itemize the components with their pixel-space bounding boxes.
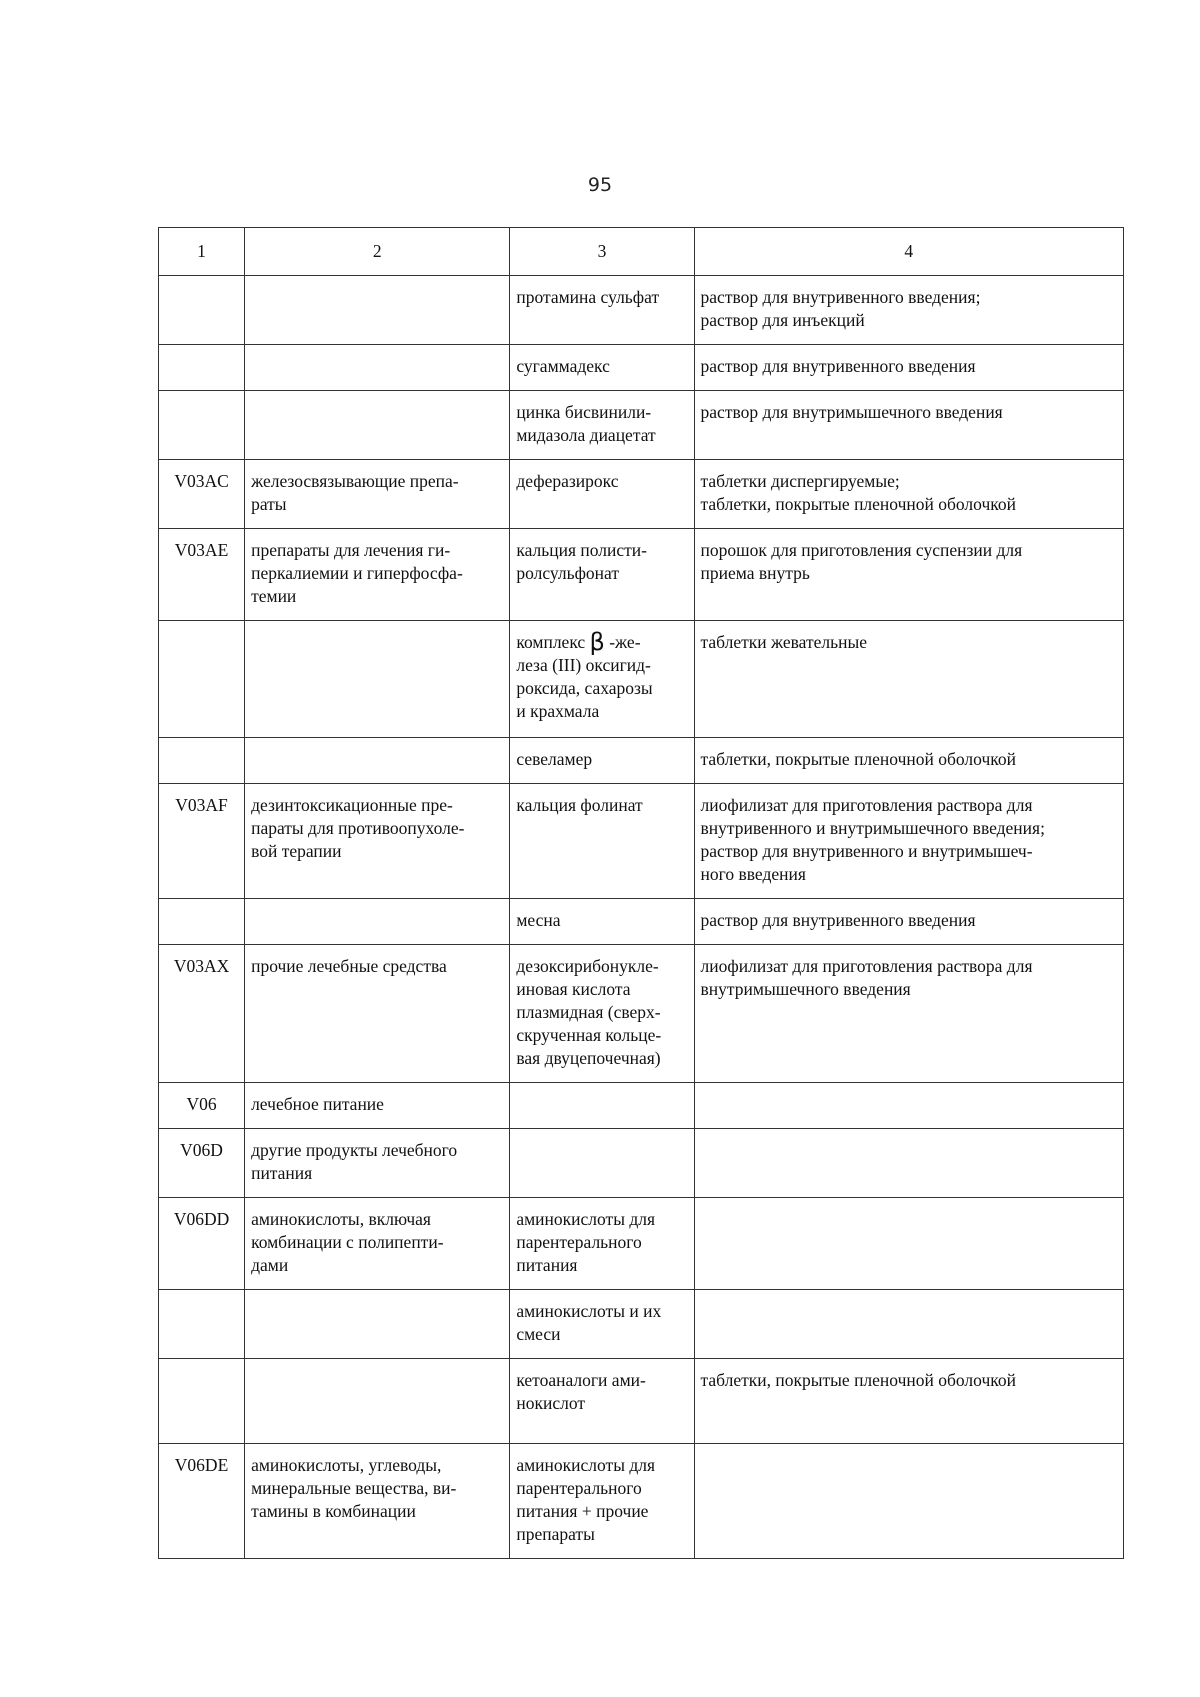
cell-line: питания [516, 1255, 578, 1275]
group-name-cell [245, 1444, 510, 1559]
cell-line: аминокислоты для [516, 1209, 656, 1229]
cell-line: кальция полисти- [516, 540, 647, 560]
cell-line: сугаммадекс [516, 356, 610, 376]
group-name-cell [245, 460, 510, 529]
table-row [159, 276, 1124, 345]
cell-line: дами [251, 1255, 289, 1275]
dosage-forms-cell [694, 1444, 1123, 1559]
cell-line [516, 628, 687, 656]
atc-code-cell: V06 [159, 1083, 245, 1129]
cell-line: таблетки, покрытые пленочной оболочкой [700, 494, 1016, 514]
substance-name-cell [510, 1198, 694, 1290]
substance-name-cell [510, 276, 694, 345]
dosage-forms-cell [694, 784, 1123, 899]
dosage-forms-cell [694, 899, 1123, 945]
cell-line: протамина сульфат [516, 287, 660, 307]
cell-line: парентерального [516, 1232, 642, 1252]
dosage-forms-cell [694, 391, 1123, 460]
substance-name-cell [510, 1444, 694, 1559]
substance-name-cell [510, 345, 694, 391]
cell-line: аминокислоты и их [516, 1301, 662, 1321]
cell-line: ного введения [700, 864, 806, 884]
cell-line: прочие лечебные средства [251, 956, 447, 976]
table-row [159, 529, 1124, 621]
table-header-row [159, 228, 1124, 276]
table-row [159, 1198, 1124, 1290]
group-name-cell [245, 1083, 510, 1129]
cell-line: нокислот [516, 1393, 585, 1413]
atc-code-cell: V03AE [159, 529, 245, 621]
cell-line: плазмидная (сверх- [516, 1002, 661, 1022]
group-name-cell [245, 899, 510, 945]
cell-line: кетоаналоги ами- [516, 1370, 646, 1390]
atc-code-cell [159, 899, 245, 945]
cell-line: аминокислоты для [516, 1455, 656, 1475]
cell-line: цинка бисвинили- [516, 402, 652, 422]
column-header-4: 4 [694, 228, 1123, 276]
table-row [159, 621, 1124, 738]
cell-line: раствор для внутривенного и внутримышеч- [700, 841, 1033, 861]
dosage-forms-cell [694, 1359, 1123, 1444]
cell-line: перкалиемии и гиперфосфа- [251, 563, 463, 583]
group-name-cell [245, 738, 510, 784]
dosage-forms-cell [694, 529, 1123, 621]
column-header-1: 1 [159, 228, 245, 276]
beta-symbol: β [589, 628, 605, 656]
cell-line: аминокислоты, включая [251, 1209, 431, 1229]
cell-line: дезоксирибонукле- [516, 956, 659, 976]
substance-name-cell [510, 899, 694, 945]
cell-line: раствор для внутривенного введения [700, 356, 976, 376]
drug-classification-table [158, 227, 1124, 1559]
group-name-cell [245, 621, 510, 738]
table-row [159, 345, 1124, 391]
table-row [159, 391, 1124, 460]
cell-line: железосвязывающие препа- [251, 471, 459, 491]
cell-line: севеламер [516, 749, 593, 769]
table-row [159, 1129, 1124, 1198]
substance-name-cell [510, 784, 694, 899]
cell-line: таблетки жевательные [700, 632, 868, 652]
atc-code-cell [159, 1359, 245, 1444]
table-row [159, 738, 1124, 784]
cell-line: порошок для приготовления суспензии для [700, 540, 1023, 560]
table-row [159, 1083, 1124, 1129]
substance-name-cell [510, 1359, 694, 1444]
table-row [159, 1359, 1124, 1444]
substance-name-cell [510, 460, 694, 529]
cell-line: скрученная кольце- [516, 1025, 662, 1045]
cell-line: раствор для инъекций [700, 310, 865, 330]
cell-line: другие продукты лечебного [251, 1140, 458, 1160]
atc-code-cell [159, 391, 245, 460]
substance-name-cell [510, 529, 694, 621]
table-row [159, 460, 1124, 529]
dosage-forms-cell [694, 1129, 1123, 1198]
substance-name-cell [510, 945, 694, 1083]
cell-line: раствор для внутривенного введения [700, 910, 976, 930]
cell-line: месна [516, 910, 561, 930]
page-number: 95 [587, 174, 613, 196]
substance-name-cell [510, 1290, 694, 1359]
atc-code-cell: V06D [159, 1129, 245, 1198]
substance-name-cell [510, 391, 694, 460]
column-header-2: 2 [245, 228, 510, 276]
substance-name-cell [510, 1083, 694, 1129]
group-name-cell [245, 1198, 510, 1290]
cell-line: препараты для лечения ги- [251, 540, 451, 560]
atc-code-cell: V06DD [159, 1198, 245, 1290]
cell-line: леза (III) оксигид- [516, 655, 651, 675]
cell-line: роксида, сахарозы [516, 678, 653, 698]
cell-line: препараты [516, 1524, 595, 1544]
cell-text: комплекс [516, 632, 590, 652]
table-row [159, 899, 1124, 945]
cell-line: таблетки, покрытые пленочной оболочкой [700, 749, 1016, 769]
group-name-cell [245, 1129, 510, 1198]
atc-code-cell: V06DE [159, 1444, 245, 1559]
group-name-cell [245, 945, 510, 1083]
group-name-cell [245, 1359, 510, 1444]
atc-code-cell [159, 276, 245, 345]
cell-line: таблетки диспергируемые; [700, 471, 900, 491]
dosage-forms-cell [694, 1290, 1123, 1359]
cell-line: комбинации с полипепти- [251, 1232, 444, 1252]
atc-code-cell: V03AC [159, 460, 245, 529]
cell-line: ролсульфонат [516, 563, 619, 583]
cell-line: мидазола диацетат [516, 425, 656, 445]
atc-code-cell: V03AX [159, 945, 245, 1083]
cell-line: парентерального [516, 1478, 642, 1498]
dosage-forms-cell [694, 621, 1123, 738]
dosage-forms-cell [694, 738, 1123, 784]
substance-name-cell [510, 738, 694, 784]
group-name-cell [245, 391, 510, 460]
dosage-forms-cell [694, 1198, 1123, 1290]
cell-line: вая двуцепочечная) [516, 1048, 661, 1068]
dosage-forms-cell [694, 345, 1123, 391]
cell-line: минеральные вещества, ви- [251, 1478, 457, 1498]
cell-line: таблетки, покрытые пленочной оболочкой [700, 1370, 1016, 1390]
cell-line: раствор для внутривенного введения; [700, 287, 981, 307]
cell-line: внутримышечного введения [700, 979, 911, 999]
cell-line: раты [251, 494, 287, 514]
cell-line: лиофилизат для приготовления раствора для [700, 956, 1033, 976]
atc-code-cell: V03AF [159, 784, 245, 899]
cell-line: аминокислоты, углеводы, [251, 1455, 442, 1475]
cell-line: деферазирокс [516, 471, 619, 491]
cell-line: тамины в комбинации [251, 1501, 416, 1521]
group-name-cell [245, 345, 510, 391]
cell-line: параты для противоопухоле- [251, 818, 465, 838]
group-name-cell [245, 529, 510, 621]
cell-line: дезинтоксикационные пре- [251, 795, 453, 815]
cell-line: темии [251, 586, 297, 606]
cell-line: раствор для внутримышечного введения [700, 402, 1003, 422]
table-row [159, 1444, 1124, 1559]
table-row [159, 784, 1124, 899]
group-name-cell [245, 276, 510, 345]
atc-code-cell [159, 738, 245, 784]
substance-name-cell [510, 621, 694, 738]
group-name-cell [245, 784, 510, 899]
atc-code-cell [159, 621, 245, 738]
cell-line: вой терапии [251, 841, 342, 861]
dosage-forms-cell [694, 945, 1123, 1083]
cell-line: внутривенного и внутримышечного введения; [700, 818, 1045, 838]
table-row [159, 945, 1124, 1083]
cell-line: лиофилизат для приготовления раствора для [700, 795, 1033, 815]
atc-code-cell [159, 1290, 245, 1359]
cell-line: приема внутрь [700, 563, 810, 583]
atc-code-cell [159, 345, 245, 391]
cell-line: питания + прочие [516, 1501, 649, 1521]
cell-text: -же- [604, 632, 641, 652]
cell-line: лечебное питание [251, 1094, 384, 1114]
dosage-forms-cell [694, 1083, 1123, 1129]
cell-line: иновая кислота [516, 979, 631, 999]
column-header-3: 3 [510, 228, 694, 276]
dosage-forms-cell [694, 460, 1123, 529]
cell-line: и крахмала [516, 701, 600, 721]
cell-line: кальция фолинат [516, 795, 643, 815]
table-row [159, 1290, 1124, 1359]
cell-line: питания [251, 1163, 313, 1183]
dosage-forms-cell [694, 276, 1123, 345]
substance-name-cell [510, 1129, 694, 1198]
cell-line: смеси [516, 1324, 561, 1344]
group-name-cell [245, 1290, 510, 1359]
